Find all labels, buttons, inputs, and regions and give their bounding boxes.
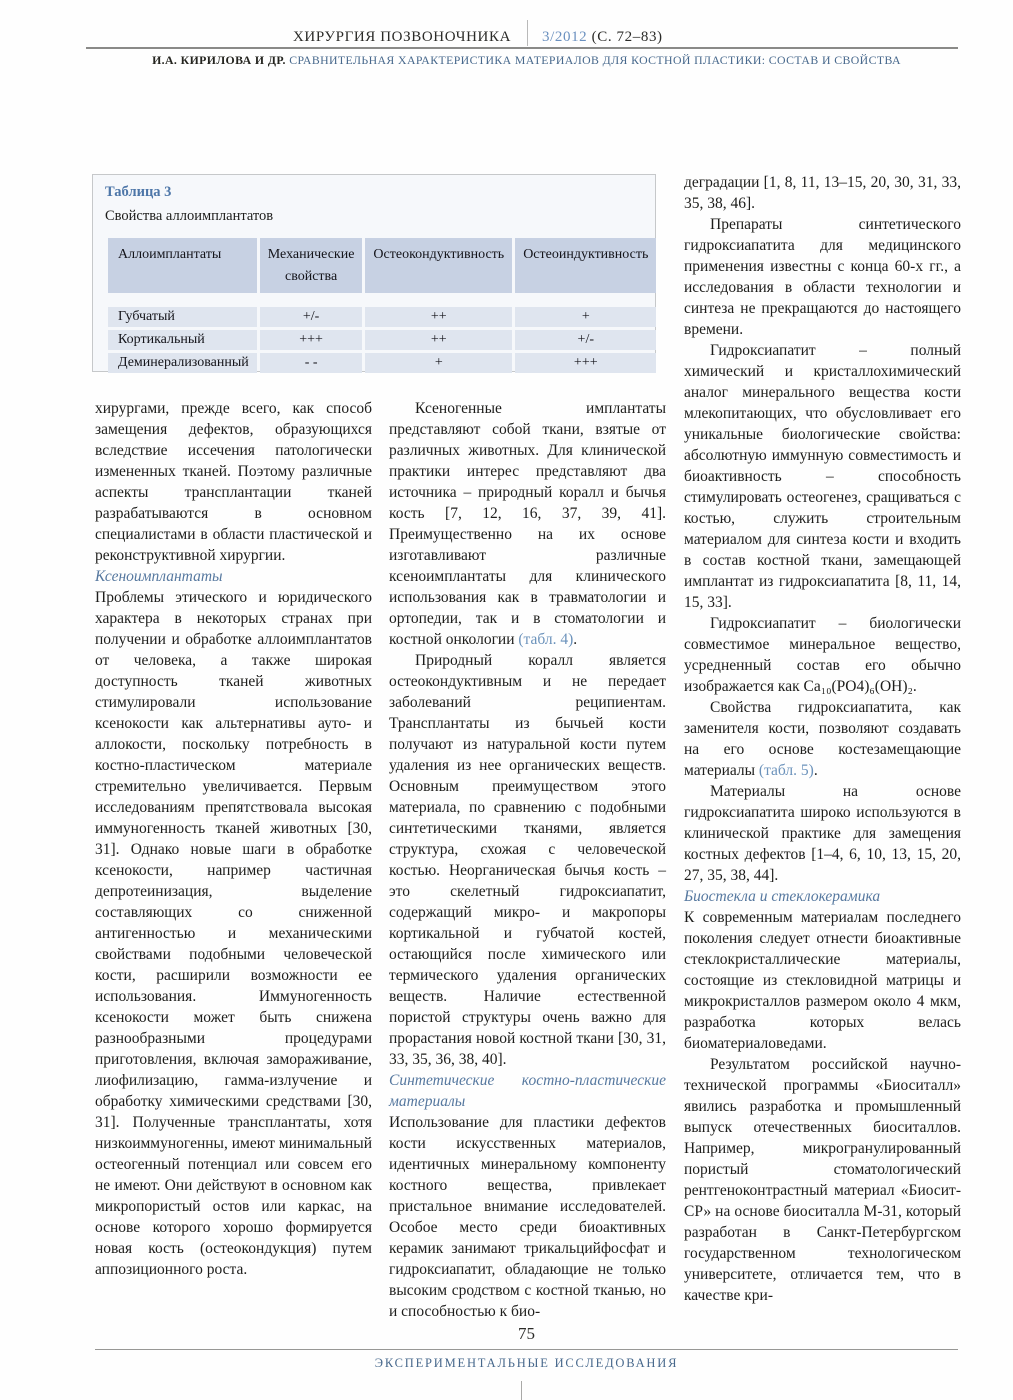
issue-info: [528, 29, 663, 46]
table-cell: - -: [260, 353, 363, 373]
table-cell: ++: [365, 307, 512, 327]
page-number: 75: [518, 1324, 535, 1343]
authors: И.А. КИРИЛОВА И ДР.: [152, 53, 286, 67]
table4-link[interactable]: (табл. 4): [518, 631, 574, 648]
paragraph: Препараты синтетического гидроксиапатита для медицинского применения известны с конца 60-х гг., а исследования в области технологии и синтеза не прекращаются до настоящего времени.: [684, 216, 961, 338]
paragraph: К современным материалам последнего поколения следует отнести биоактивные стеклокристаллические материалы, состоящие из стекловидной матрицы и микрокристаллов размером около 4 мкм, разработка которых велась биоматериаловедами.: [684, 909, 961, 1052]
text-column-middle: [389, 398, 666, 1322]
table-header-row: [108, 238, 656, 293]
table-3-caption: Свойства аллоимплантатов: [105, 208, 274, 224]
table-cell: Кортикальный: [108, 330, 257, 350]
pages-range: (С. 72–83): [591, 29, 663, 45]
running-head: [95, 53, 958, 68]
table-row: [108, 307, 656, 327]
paragraph: Материалы на основе гидроксиапатита широко используются в клинической практике для замещения костных дефектов [1–4, 6, 10, 13, 15, 20, 27, 35, 38, 44].: [684, 783, 961, 884]
footer-tick: [521, 1381, 522, 1400]
footer-section-title: ЭКСПЕРИМЕНТАЛЬНЫЕ ИССЛЕДОВАНИЯ: [374, 1356, 679, 1370]
paragraph: Использование для пластики дефектов кости искусственных материалов, идентичных минеральному компоненту костного вещества, привлекает пристальное внимание исследователей. Особое место среди биоактивных керамик занимают трикальцийфосфат и гидроксиапатит, обладающие не только высоким сродством с костной тканью, но и способностью к био-: [389, 1114, 666, 1320]
paragraph-formula: Гидроксиапатит – биологически совместимое минеральное вещество, усредненный состав его обычно изображается как Ca₁₀(PO4)₆(OH)₂.: [684, 615, 961, 695]
paragraph: Проблемы этического и юридического характера в некоторых странах при получении и обработке аллоимплантатов от человека, а также широкая доступность тканей животных стимулировали использование ксенокости как альтернативы ауто- и аллокости, поскольку потребность в костно-пластическом материале стремительно увеличивается. Первым исследованиям препятствовала высокая иммуногенность тканей животных [30, 31]. Однако новые шаги в обработке ксенокости, например частичная депротеинизация, выделение составляющих со сниженной антигенностью и механическими свойствами подобными человеческой кости, расширили возможности ее использования. Иммуногенность ксенокости может быть снижена разнообразными процедурами приготовления, включая замораживание, лиофилизацию, гамма-излучение и обработку химическими средствами [30, 31]. Полученные трансплантаты, хотя низкоиммуногенны, имеют минимальный остеогенный потенциал или совсем его не имеют. Они действуют в основном как микропористый остов или каркас, на основе которого хорошо формируется новая кость (остеокондукция) путем аппозиционного роста.: [95, 589, 372, 1278]
section-heading-synthetic-materials: Синтетические костно-пластические материалы: [389, 1072, 666, 1110]
section-heading-bioglass: Биостекла и стеклокерамика: [684, 888, 881, 905]
table-row: [108, 330, 656, 350]
article-title: СРАВНИТЕЛЬНАЯ ХАРАКТЕРИСТИКА МАТЕРИАЛОВ ДЛЯ КОСТНОЙ ПЛАСТИКИ: СОСТАВ И СВОЙСТВА: [289, 53, 901, 67]
text-column-right: [684, 172, 961, 1306]
paragraph: [389, 398, 666, 650]
column-header-alloimplants: Аллоимплантаты: [108, 238, 257, 293]
section-heading-xenoimplants: Ксеноимплантаты: [95, 568, 223, 585]
table-row: [108, 353, 656, 373]
column-header-mechanical: Механические свойства: [260, 238, 363, 293]
table-cell: Губчатый: [108, 307, 257, 327]
table-cell: ++: [365, 330, 512, 350]
header-rule: [86, 47, 958, 49]
paragraph: [684, 697, 961, 781]
table-cell: Деминерализованный: [108, 353, 257, 373]
text-column-left: [95, 398, 372, 1280]
paragraph: Природный коралл является остеокондуктивным и не передает заболеваний реципиентам. Трансплантаты из бычьей кости получают из натуральной кости путем удаления из нее органических веществ. Основным преимуществом этого материала, по сравнению с подобными синтетическими тканями, является структура, схожая с человеческой костью. Неорганическая бычья кость – это скелетный гидроксиапатит, содержащий микро- и макропоры кортикальной и губчатой костей, остающийся после химического или термического удаления органических веществ. Наличие естественной пористой структуры очень важно для прорастания новой костной ткани [30, 31, 33, 35, 36, 38, 40].: [389, 652, 666, 1068]
footer-rule: [95, 1349, 958, 1350]
paragraph-text: .: [813, 762, 818, 779]
table-3-panel: [92, 174, 656, 372]
table-cell: +++: [260, 330, 363, 350]
table-3: [105, 235, 659, 376]
column-header-osteoinductivity: Остеоиндуктивность: [515, 238, 656, 293]
table5-link[interactable]: (табл. 5): [758, 762, 814, 779]
table-spacer-row: [108, 296, 656, 304]
paragraph-text: .: [573, 631, 578, 648]
paragraph-text: Ксеногенные имплантаты представляют собой ткани, взятые от различных животных. Для клинической практики интерес представляют два источника – природный коралл и бычья кость [7, 12, 16, 37, 39, 41]. Преимущественно на их основе изготавливают различные ксеноимплантаты для клинического использования как в травматологии и ортопедии, так и в стоматологии и костной онкологии: [389, 400, 666, 648]
table-3-label: Таблица 3: [105, 184, 172, 200]
table-cell: +++: [515, 353, 656, 373]
paragraph: Гидроксиапатит – полный химический и кристаллохимический аналог минерального вещества кости млекопитающих, что обусловливает его уникальные биологические свойства: абсолютную иммунную совместимость и биоактивность – способность стимулировать остеогенез, сращиваться с костью, служить строительным материалом для синтеза кости и входить в состав костной ткани, замещающей имплантат из гидроксиапатита [8, 11, 14, 15, 33].: [684, 342, 961, 611]
paragraph: деградации [1, 8, 11, 13–15, 20, 30, 31, 33, 35, 38, 46].: [684, 174, 961, 212]
journal-header: [95, 22, 958, 46]
paragraph: хирургами, прежде всего, как способ замещения дефектов, образующихся вследствие иссечения патологически измененных тканей. Поэтому различные аспекты трансплантации тканей разрабатываются в основном специалистами в области пластической и реконструктивной хирургии.: [95, 400, 372, 564]
paragraph: Результатом российской научно-технической программы «Биоситалл» явились разработка и промышленный выпуск отечественных биоситаллов. Например, микрогранулированный пористый стоматологический рентгеноконтрастный материал «Биосит-СР» на основе биоситалла М-31, который разработан в Санкт-Петербургском государственном технологическом университете, отличается тем, что в качестве кри-: [684, 1056, 961, 1304]
table-cell: +/-: [260, 307, 363, 327]
table-cell: +/-: [515, 330, 656, 350]
issue-number: 3/2012: [542, 29, 588, 45]
column-header-osteoconductivity: Остеокондуктивность: [365, 238, 512, 293]
table-cell: +: [515, 307, 656, 327]
journal-title: ХИРУРГИЯ ПОЗВОНОЧНИКА: [292, 29, 511, 45]
paragraph-text: Свойства гидроксиапатита, как заменителя кости, позволяют создавать на его основе костезамещающие материалы: [684, 699, 961, 779]
table-cell: +: [365, 353, 512, 373]
